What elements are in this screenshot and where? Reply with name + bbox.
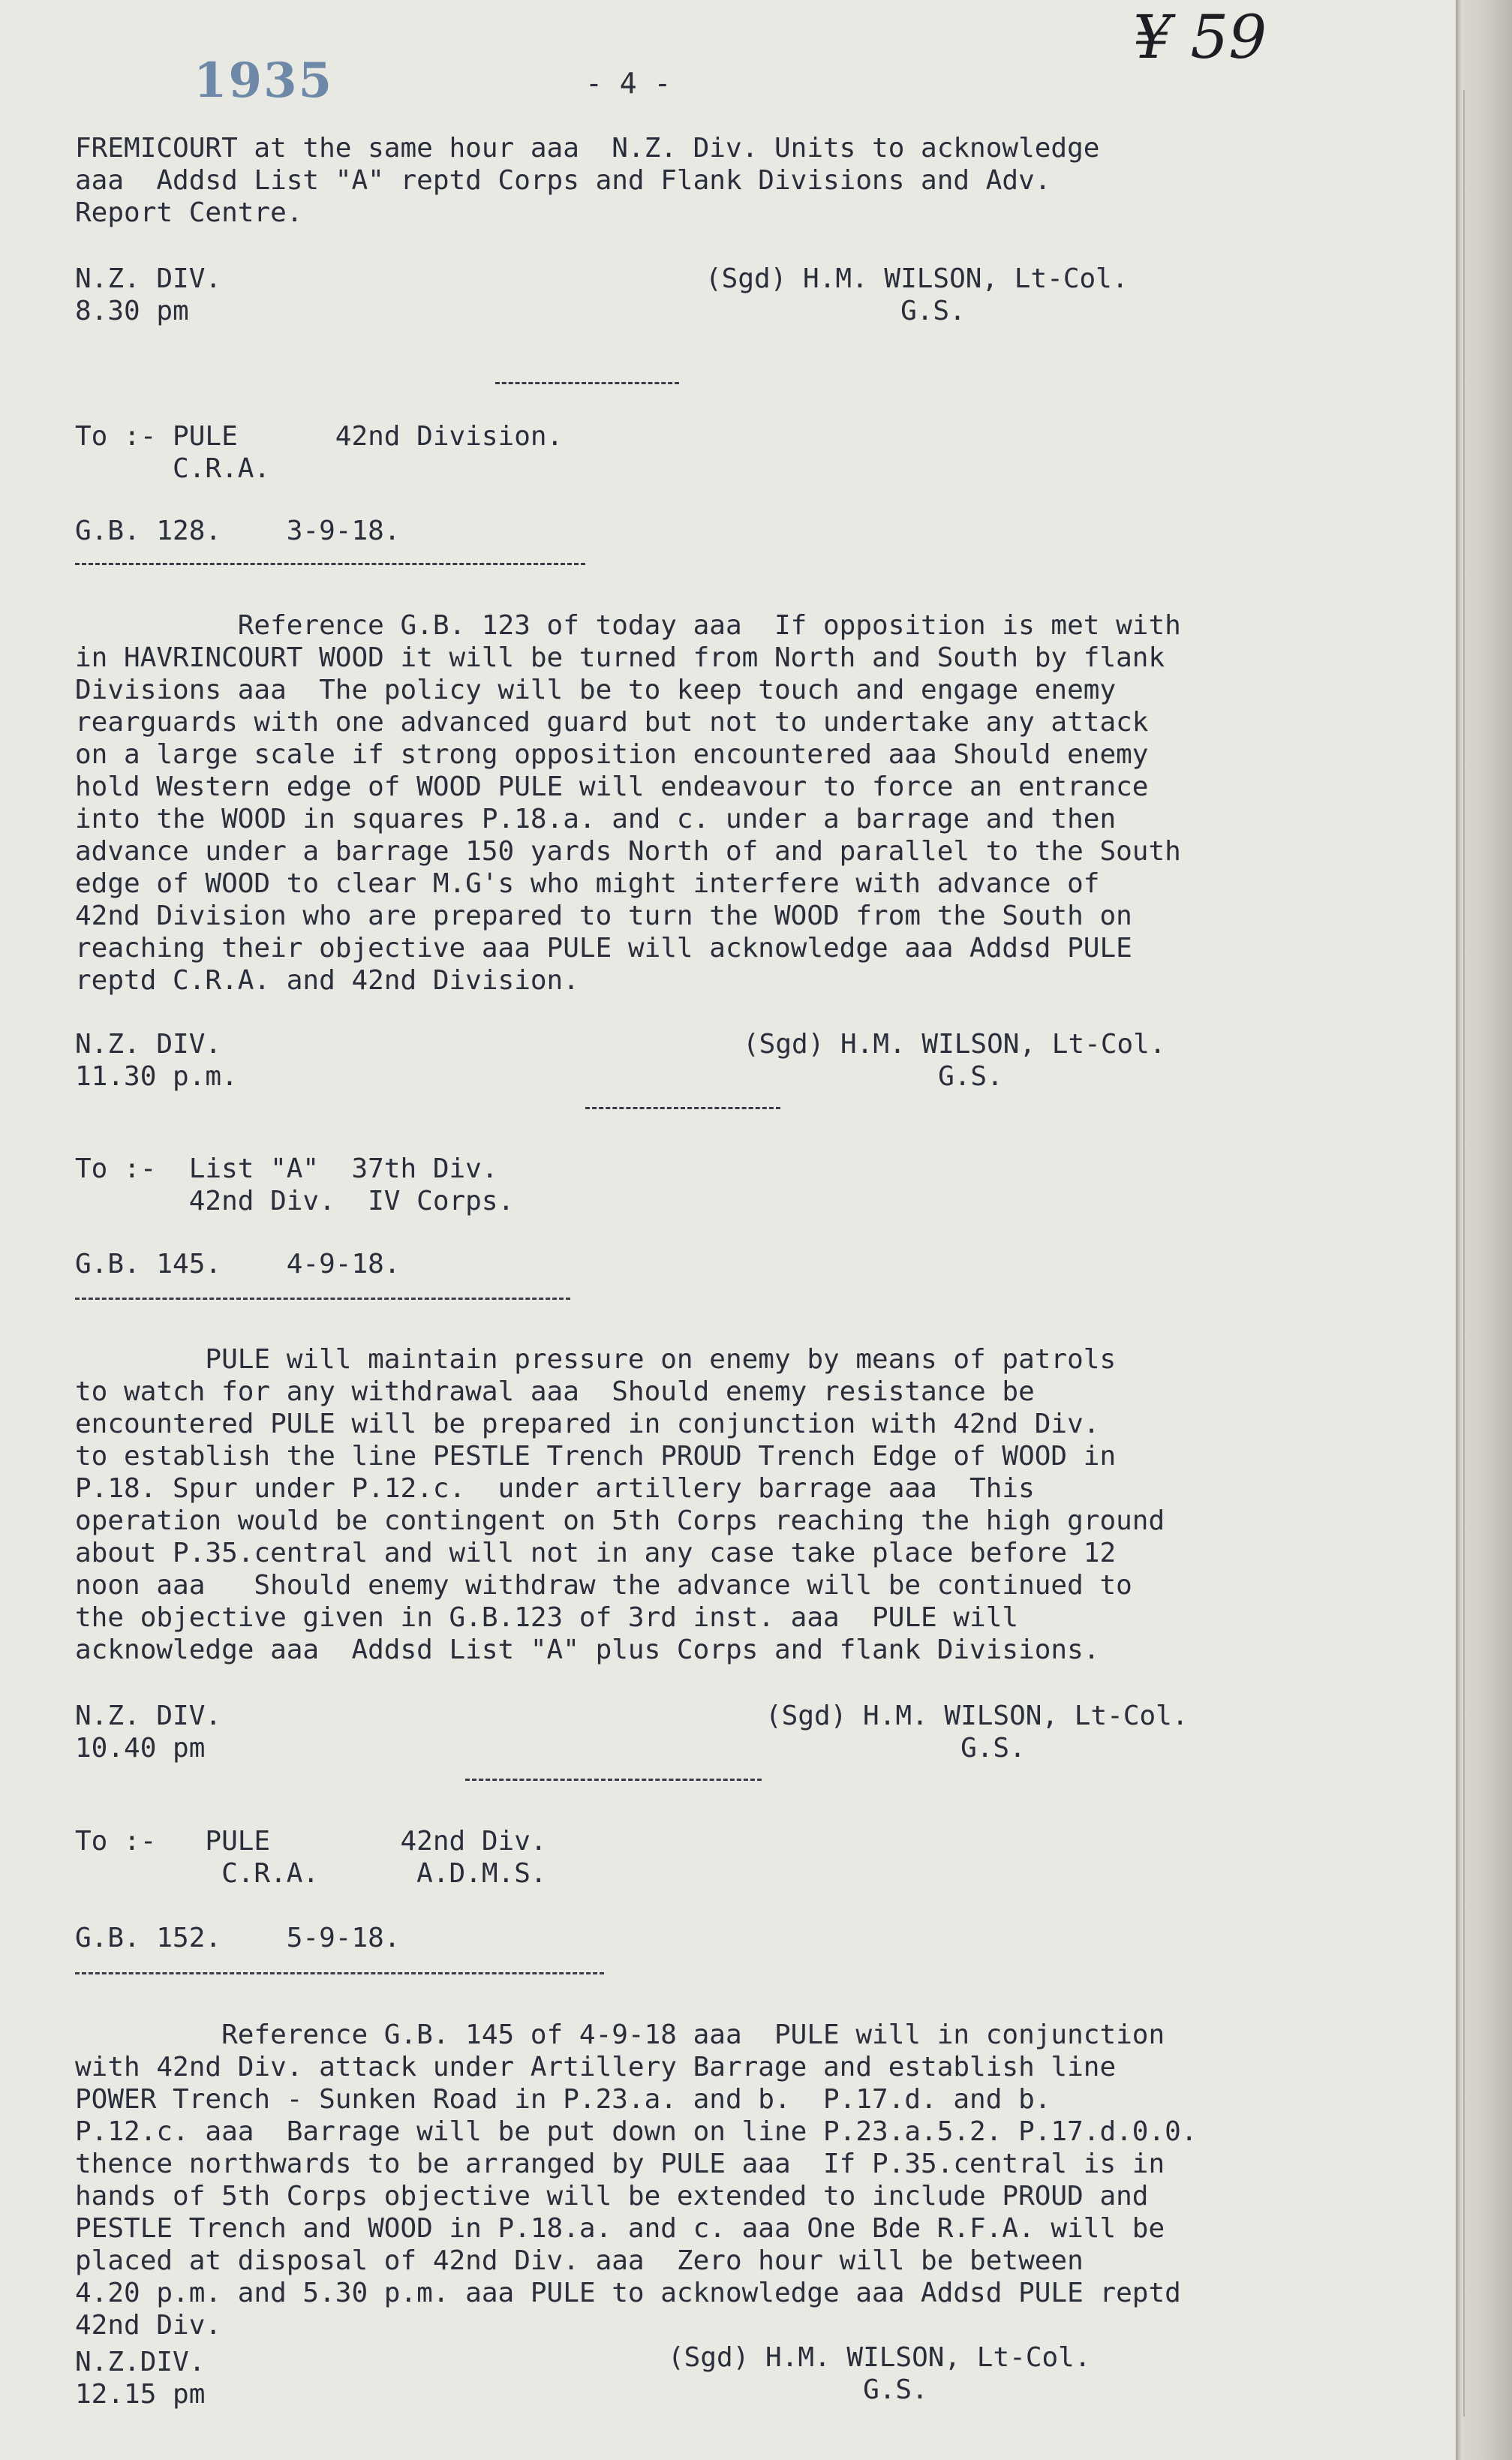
message3-origin: N.Z. DIV. 10.40 pm	[75, 1701, 222, 1764]
folio-number: ¥ 59	[1133, 2, 1267, 72]
separator-rule	[495, 382, 679, 384]
message3-ref: G.B. 145. 4-9-18.	[75, 1249, 401, 1280]
message3-ref-rule	[75, 1298, 570, 1300]
message2-body: Reference G.B. 123 of today aaa If opposition is met with in HAVRINCOURT WOOD it will be turned from North and South by flank Divisions aaa The policy will be to keep touch and engage enemy rearguards with one advanced guard but not to undertake any attack on a large scale if strong opposition encountered aaa Should enemy hold Western edge of WOOD PULE will endeavour to force an entrance into the WOOD in squares P.18.a. and c. under a barrage and then advance under a barrage 150 yards North of and parallel to the South edge of WOOD to clear M.G's who might interfere with advance of 42nd Division who are prepared to turn the WOOD from the South on reaching their objective aaa PULE will acknowledge aaa Addsd PULE reptd C.R.A. and 42nd Division.	[75, 610, 1181, 996]
page-number: - 4 -	[585, 67, 672, 100]
message3-to: To :- List "A" 37th Div. 42nd Div. IV Corps.	[75, 1153, 515, 1216]
message4-ref-rule	[75, 1972, 604, 1974]
message3-signature: (Sgd) H.M. WILSON, Lt-Col. G.S.	[765, 1701, 1189, 1764]
page-edge-lines	[1463, 90, 1495, 2416]
separator-rule	[465, 1779, 762, 1781]
message4-origin: N.Z.DIV. 12.15 pm	[75, 2347, 206, 2410]
message2-to: To :- PULE 42nd Division. C.R.A.	[75, 421, 564, 484]
block1-body: FREMICOURT at the same hour aaa N.Z. Div. Units to acknowledge aaa Addsd List "A" reptd Corps and Flank Divisions and Adv. Report Centre.	[75, 133, 1100, 228]
message4-ref: G.B. 152. 5-9-18.	[75, 1923, 401, 1953]
message2-ref-rule	[75, 563, 585, 565]
message2-signature: (Sgd) H.M. WILSON, Lt-Col. G.S.	[743, 1029, 1166, 1092]
separator-rule	[585, 1107, 780, 1109]
message2-origin: N.Z. DIV. 11.30 p.m.	[75, 1029, 238, 1092]
message4-to: To :- PULE 42nd Div. C.R.A. A.D.M.S.	[75, 1826, 547, 1889]
year-stamp: 1935	[194, 53, 334, 109]
block1-origin: N.Z. DIV. 8.30 pm	[75, 263, 222, 326]
block1-signature: (Sgd) H.M. WILSON, Lt-Col. G.S.	[705, 263, 1129, 326]
message2-ref: G.B. 128. 3-9-18.	[75, 516, 401, 546]
message3-body: PULE will maintain pressure on enemy by means of patrols to watch for any withdrawal aaa Should enemy resistance be encountered PULE will be prepared in conjunction with 42nd Div. to establish the line PESTLE Trench PROUD Trench Edge of WOOD in P.18. Spur under P.12.c. under artillery barrage aaa This operation would be contingent on 5th Corps reaching the high ground about P.35.central and will not in any case take place before 12 noon aaa Should enemy withdraw the advance will be continued to the objective given in G.B.123 of 3rd inst. aaa PULE will acknowledge aaa Addsd List "A" plus Corps and flank Divisions.	[75, 1344, 1165, 1665]
message4-body: Reference G.B. 145 of 4-9-18 aaa PULE will in conjunction with 42nd Div. attack under Artillery Barrage and establish line POWER Trench - Sunken Road in P.23.a. and b. P.17.d. and b. P.12.c. aaa Barrage will be put down on line P.23.a.5.2. P.17.d.0.0. thence northwards to be arranged by PULE aaa If P.35.central is in hands of 5th Corps objective will be extended to include PROUD and PESTLE Trench and WOOD in P.18.a. and c. aaa One Bde R.F.A. will be placed at disposal of 42nd Div. aaa Zero hour will be between 4.20 p.m. and 5.30 p.m. aaa PULE to acknowledge aaa Addsd PULE reptd 42nd Div.	[75, 2019, 1198, 2341]
message4-signature: (Sgd) H.M. WILSON, Lt-Col. G.S.	[668, 2342, 1091, 2405]
